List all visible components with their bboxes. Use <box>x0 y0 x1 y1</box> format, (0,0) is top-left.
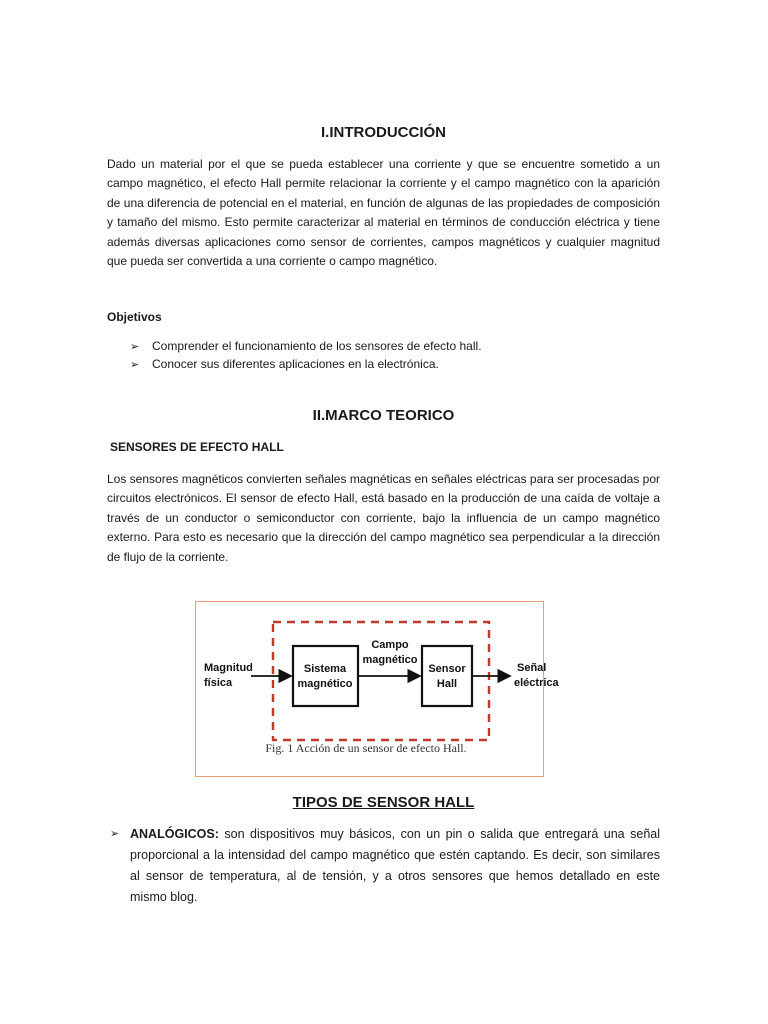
objective-text: Conocer sus diferentes aplicaciones en la electrónica. <box>152 357 439 371</box>
arrow-bullet-icon: ➢ <box>130 359 140 371</box>
type-item <box>110 824 660 908</box>
mid-label-line1: Campo <box>371 639 409 651</box>
objective-text: Comprender el funcionamiento de los sensores de efecto hall. <box>152 339 482 353</box>
intro-heading: I.INTRODUCCIÓN <box>321 124 446 141</box>
block1-label-line1: Sistema <box>303 663 347 675</box>
output-label-line2: eléctrica <box>514 677 559 689</box>
hall-sensors-subheading: SENSORES DE EFECTO HALL <box>110 440 284 454</box>
objectives-heading: Objetivos <box>107 310 162 324</box>
hall-sensor-diagram <box>196 602 559 776</box>
input-label-line1: Magnitud <box>204 662 253 674</box>
objective-item <box>130 337 482 356</box>
mid-label-line2: magnético <box>362 654 418 666</box>
magnetic-system-block <box>293 646 358 706</box>
block2-label-line2: Hall <box>436 678 458 690</box>
arrow-bullet-icon: ➢ <box>110 828 120 840</box>
intro-paragraph: Dado un material por el que se pueda establecer una corriente y que se encuentre sometido a un campo magnético, el efecto Hall permite relacionar la corriente y el campo magnético con la aparición de una diferencia de potencial en el material, en función de algunas de las propiedades de composición y tamaño del mismo. Esto permite caracterizar al material en términos de conducción eléctrica y tiene además diversas aplicaciones como sensor de corrientes, campos magnéticos y cualquier magnitud que pueda ser convertida a una corriente o campo magnético. <box>107 157 660 269</box>
objective-item <box>130 355 439 374</box>
types-heading: TIPOS DE SENSOR HALL <box>292 794 475 811</box>
figure-caption: Fig. 1 Acción de un sensor de efecto Hall. <box>265 741 467 755</box>
marco-heading: II.MARCO TEORICO <box>312 407 455 424</box>
block1-label-line2: magnético <box>297 678 353 690</box>
arrow-bullet-icon: ➢ <box>130 341 140 353</box>
type-label: ANALÓGICOS: <box>130 827 219 841</box>
marco-paragraph: Los sensores magnéticos convierten señales magnéticas en señales eléctricas para ser procesadas por circuitos electrónicos. El sensor de efecto Hall, está basado en la producción de una caída de voltaje a través de un conductor o semiconductor con corriente, bajo la influencia de un campo magnético externo. Para esto es necesario que la dirección del campo magnético sea perpendicular a la dirección de flujo de la corriente. <box>107 472 660 564</box>
output-label-line1: Señal <box>517 662 547 674</box>
figure-frame <box>195 601 559 777</box>
hall-sensor-block <box>422 646 472 706</box>
type-text: son dispositivos muy básicos, con un pin o salida que entregará una señal proporcional a la intensidad del campo magnético que estén captando. Es decir, son similares al sensor de temperatura, al de tensión, y a otros sensores que hemos detallado en este mismo blog. <box>130 827 660 904</box>
type-item-body <box>130 824 660 908</box>
input-label-line2: física <box>204 677 233 689</box>
block2-label-line1: Sensor <box>428 663 466 675</box>
